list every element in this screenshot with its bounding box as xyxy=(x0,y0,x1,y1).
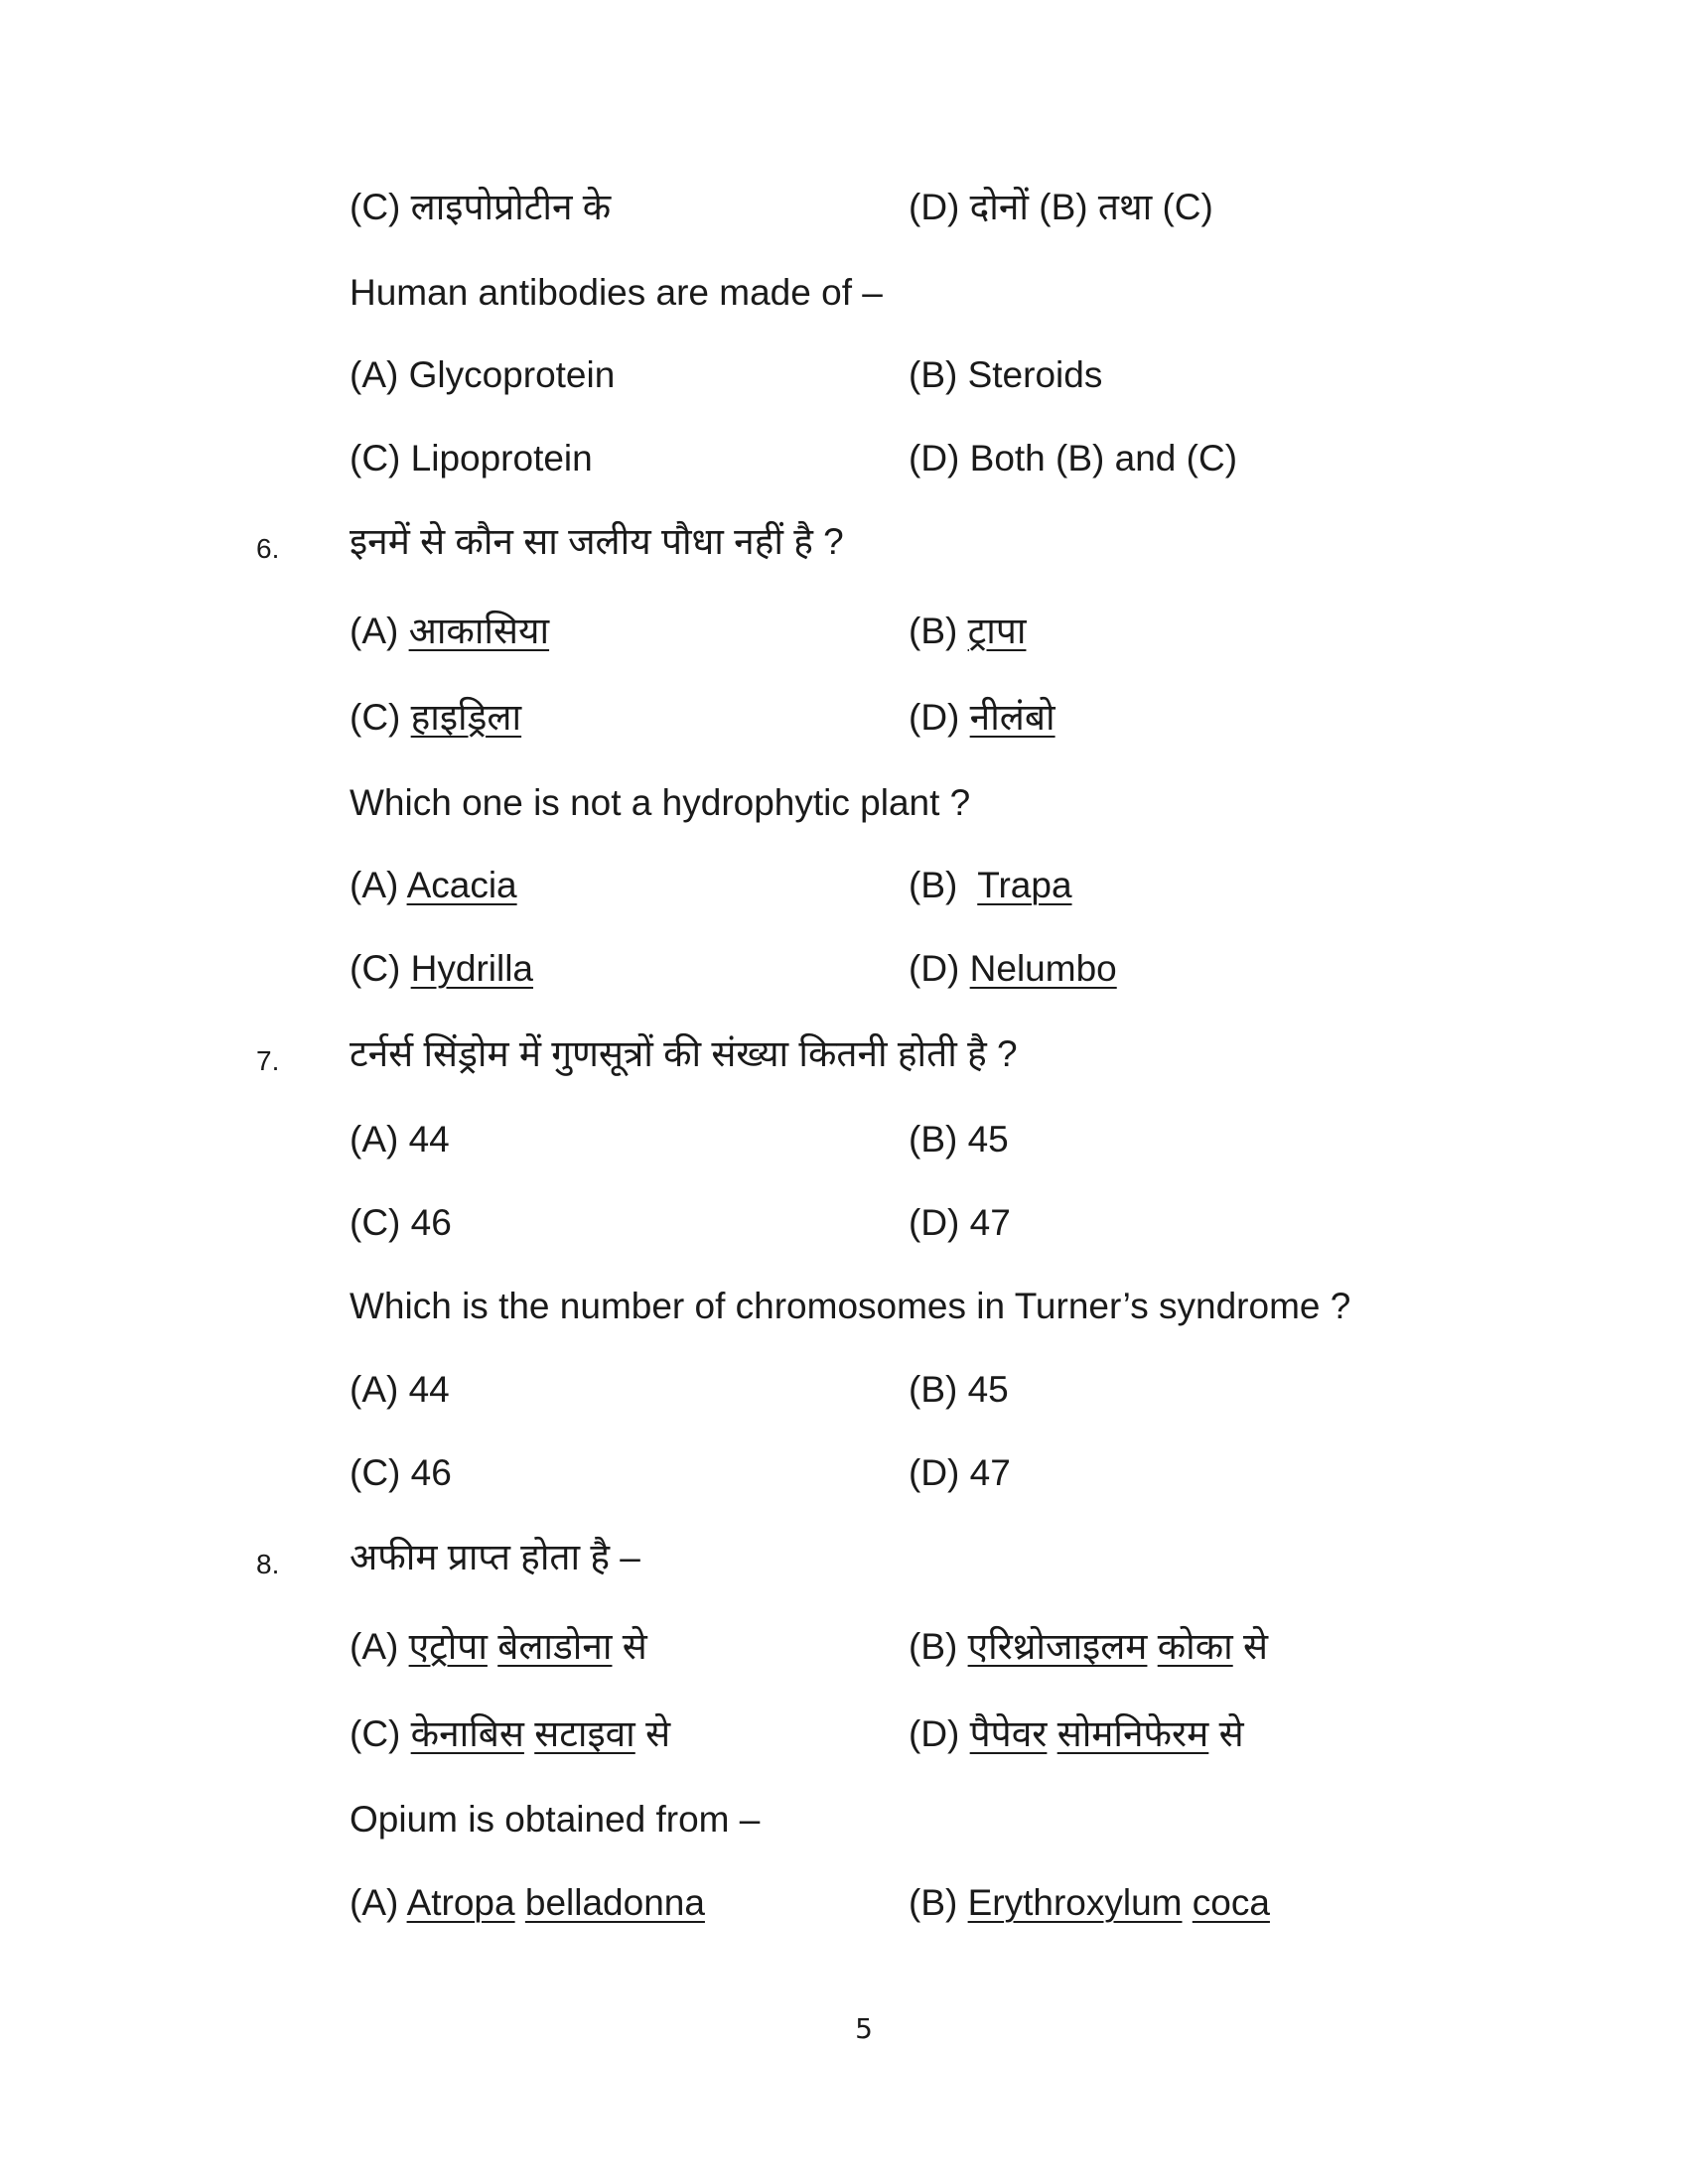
q6-hi-question: इनमें से कौन सा जलीय पौधा नहीं है ? xyxy=(350,521,844,562)
option-label: (D) xyxy=(909,948,960,989)
q6-en-question: Which one is not a hydrophytic plant ? xyxy=(350,782,971,823)
option-text: आकासिया xyxy=(408,611,550,651)
q5-hi-option-d: (D) दोनों (B) तथा (C) xyxy=(909,187,1213,227)
q7-en-option-c: (C) 46 xyxy=(350,1452,452,1493)
option-suffix: से xyxy=(1243,1626,1269,1667)
q8-en-option-b xyxy=(909,1880,1270,1926)
option-label: (B) xyxy=(909,1882,958,1923)
q6-hi-option-d xyxy=(909,695,1055,741)
q6-number: 6. xyxy=(256,533,280,564)
q6-en-option-c xyxy=(350,946,533,992)
q7-en-question: Which is the number of chromosomes in Turner’s syndrome ? xyxy=(350,1286,1351,1326)
option-label: (A) xyxy=(350,1626,399,1667)
q8-hi-option-a xyxy=(350,1624,647,1670)
q6-en-option-b xyxy=(909,863,1072,908)
option-text: नीलंबो xyxy=(969,697,1055,738)
option-label: (B) xyxy=(909,865,958,905)
q8-en-option-a xyxy=(350,1880,705,1926)
q6-en-option-d xyxy=(909,946,1117,992)
option-word: belladonna xyxy=(524,1882,705,1923)
option-word: एट्रोपा xyxy=(408,1626,488,1667)
option-word: केनाबिस xyxy=(410,1713,524,1754)
q7-en-option-b: (B) 45 xyxy=(909,1369,1009,1410)
option-text: हाइड्रिला xyxy=(410,697,522,738)
option-word: कोका xyxy=(1157,1626,1233,1667)
q6-hi-option-b xyxy=(909,609,1026,654)
option-label: (B) xyxy=(909,611,958,651)
page-number: 5 xyxy=(855,2012,873,2045)
option-text: Hydrilla xyxy=(410,948,534,989)
q8-hi-option-d xyxy=(909,1711,1244,1757)
option-text: ट्रापा xyxy=(967,611,1027,651)
q8-hi-question: अफीम प्राप्त होता है – xyxy=(350,1537,640,1577)
q7-hi-option-d: (D) 47 xyxy=(909,1202,1011,1243)
option-word: सटाइवा xyxy=(534,1713,635,1754)
q7-number: 7. xyxy=(256,1045,280,1076)
option-label: (B) xyxy=(909,1626,958,1667)
q5-hi-option-c: (C) लाइपोप्रोटीन के xyxy=(350,187,612,227)
q6-en-option-a xyxy=(350,863,517,908)
q7-hi-option-c: (C) 46 xyxy=(350,1202,452,1243)
option-suffix: से xyxy=(1218,1713,1244,1754)
option-label: (A) xyxy=(350,1882,399,1923)
option-label: (D) xyxy=(909,697,960,738)
option-word: एरिथ्रोजाइलम xyxy=(967,1626,1148,1667)
q7-hi-option-a: (A) 44 xyxy=(350,1119,450,1160)
q8-hi-option-c xyxy=(350,1711,670,1757)
q8-hi-option-b xyxy=(909,1624,1268,1670)
q5-en-option-d: (D) Both (B) and (C) xyxy=(909,438,1238,478)
option-label: (A) xyxy=(350,865,399,905)
q7-hi-option-b: (B) 45 xyxy=(909,1119,1009,1160)
q8-number: 8. xyxy=(256,1549,280,1579)
q5-en-option-b: (B) Steroids xyxy=(909,354,1103,395)
option-label: (D) xyxy=(909,1713,960,1754)
option-word: coca xyxy=(1192,1882,1270,1923)
option-word: बेलाडोना xyxy=(497,1626,613,1667)
option-suffix: से xyxy=(622,1626,647,1667)
option-word: Erythroxylum xyxy=(967,1882,1183,1923)
option-suffix: से xyxy=(645,1713,671,1754)
option-label: (A) xyxy=(350,611,399,651)
option-label: (C) xyxy=(350,1713,401,1754)
option-text: Acacia xyxy=(406,865,517,905)
option-word: Atropa xyxy=(406,1882,515,1923)
q6-hi-option-c xyxy=(350,695,521,741)
option-text: Trapa xyxy=(977,865,1072,905)
option-word: पैपेवर xyxy=(969,1713,1048,1754)
option-word: सोमनिफेरम xyxy=(1056,1713,1209,1754)
option-label: (C) xyxy=(350,697,401,738)
q5-en-option-a: (A) Glycoprotein xyxy=(350,354,616,395)
q7-en-option-a: (A) 44 xyxy=(350,1369,450,1410)
q7-hi-question: टर्नर्स सिंड्रोम में गुणसूत्रों की संख्या कितनी होती है ? xyxy=(350,1033,1018,1074)
option-text: Nelumbo xyxy=(969,948,1117,989)
q6-hi-option-a xyxy=(350,609,549,654)
option-label: (C) xyxy=(350,948,401,989)
q5-en-option-c: (C) Lipoprotein xyxy=(350,438,593,478)
q8-en-question: Opium is obtained from – xyxy=(350,1799,761,1840)
q5-en-question: Human antibodies are made of – xyxy=(350,272,883,313)
q7-en-option-d: (D) 47 xyxy=(909,1452,1011,1493)
